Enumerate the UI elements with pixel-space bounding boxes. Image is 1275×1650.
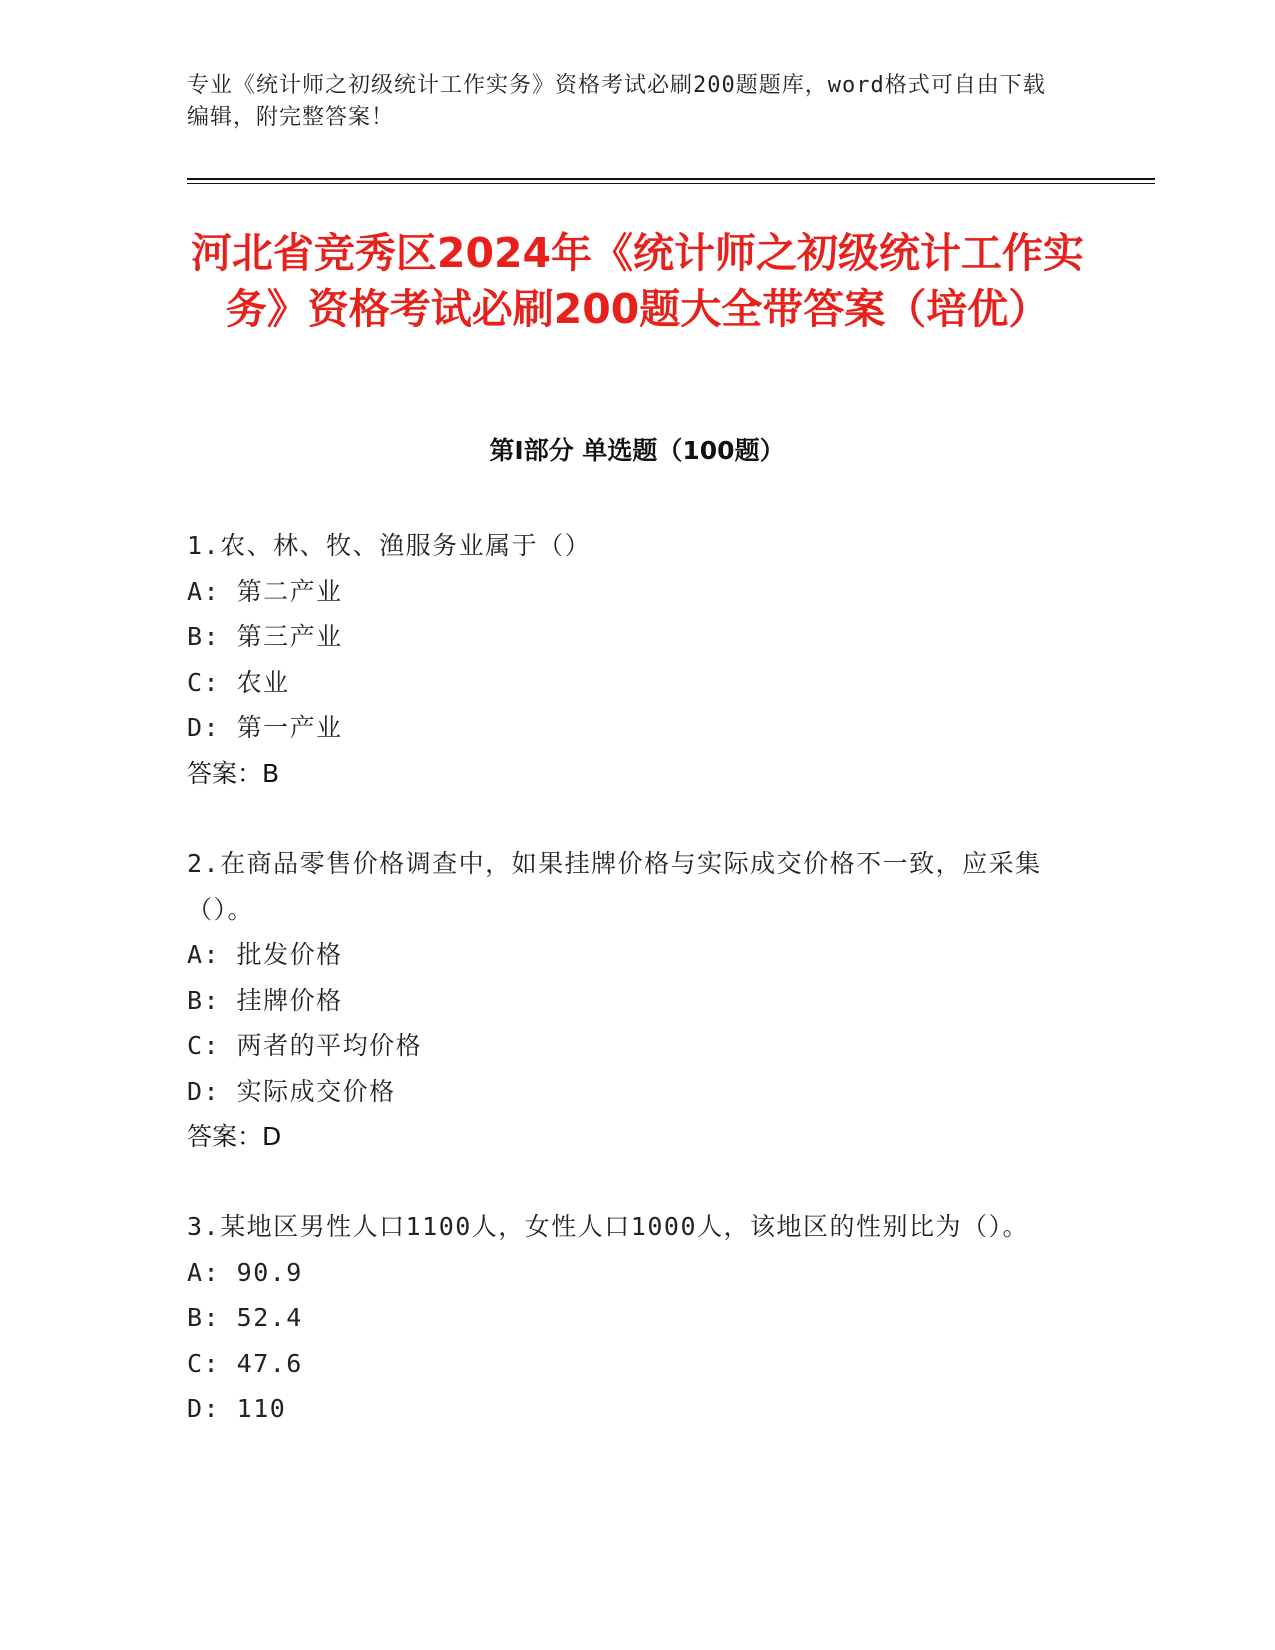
option-b: B: 第三产业 (187, 622, 343, 651)
answer-line: 答案：D (187, 1122, 282, 1151)
option-d: D: 第一产业 (187, 713, 343, 742)
option-b: B: 挂牌价格 (187, 985, 343, 1015)
option-a: A: 第二产业 (187, 576, 343, 606)
question-stem: 1.农、林、牧、渔服务业属于（） (187, 531, 592, 560)
question-block (187, 1204, 1067, 1432)
option-d: D: 实际成交价格 (187, 1076, 396, 1106)
answer-line: 答案：B (187, 758, 280, 788)
question-block (187, 523, 1067, 796)
header-rule-thin (187, 183, 1155, 184)
option-b: B: 52.4 (187, 1303, 303, 1332)
option-c: C: 农业 (187, 667, 290, 697)
option-c: C: 两者的平均价格 (187, 1031, 423, 1060)
question-stem: 2.在商品零售价格调查中，如果挂牌价格与实际成交价格不一致，应采集（）。 (187, 849, 1042, 924)
option-c: C: 47.6 (187, 1348, 303, 1378)
question-block (187, 841, 1067, 1160)
question-stem: 3.某地区男性人口1100人，女性人口1000人，该地区的性别比为（）。 (187, 1212, 1030, 1241)
header-rule-thick (187, 178, 1155, 180)
option-d: D: 110 (187, 1394, 287, 1423)
document-title: 河北省竞秀区2024年《统计师之初级统计工作实务》资格考试必刷200题大全带答案（培优） (190, 229, 1085, 333)
section-title: 第Ⅰ部分 单选题（100题） (489, 436, 785, 465)
option-a: A: 90.9 (187, 1257, 303, 1287)
option-a: A: 批发价格 (187, 940, 343, 969)
header-note: 专业《统计师之初级统计工作实务》资格考试必刷200题题库，word格式可自由下载编辑，附完整答案！ (187, 73, 1046, 130)
